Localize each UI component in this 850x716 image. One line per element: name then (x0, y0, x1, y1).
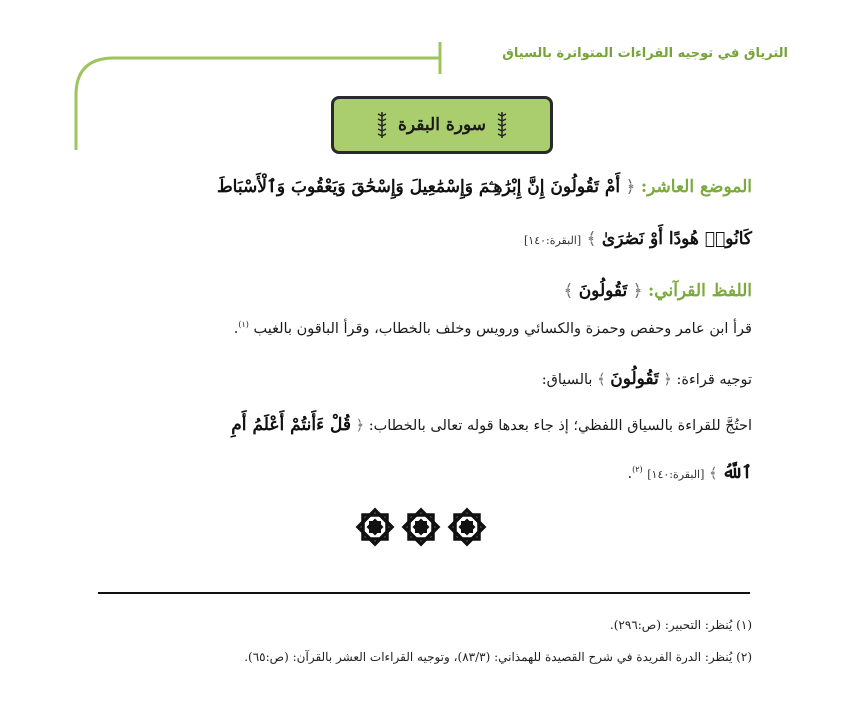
ornamental-sprig-icon (496, 110, 508, 140)
argument-reference: [البقرة:١٤٠] (647, 468, 705, 481)
octagram-star-icon (354, 506, 396, 548)
verse-line-1 (217, 176, 752, 198)
word-open-bracket: ﴿ (632, 281, 643, 301)
verse-text-part2: كَانُوا۟ هُودًا أَوْ نَصَٰرَىٰ (601, 229, 752, 249)
quranic-word-label: اللفظ القرآني: (648, 281, 752, 301)
tawjih-open-bracket: ﴿ (663, 372, 672, 388)
readings-end: . (233, 321, 239, 337)
footnote-1: (١) يُنظر: التحبير: (ص:٢٩٦). (609, 618, 752, 632)
octagram-star-icon (400, 506, 442, 548)
argument-text: احتُجَّ للقراءة بالسياق اللفظي؛ إذ جاء بعدها قوله تعالى بالخطاب: (368, 418, 752, 434)
footnote-separator (98, 592, 750, 594)
verse-open-bracket: ﴿ (625, 177, 636, 197)
octagram-star-icon (446, 506, 488, 548)
argument-close-bracket: ﴾ (709, 466, 718, 482)
argument-line-2 (627, 462, 752, 484)
footnote-2: (٢) يُنظر: الدرة الفريدة في شرح القصيدة للهمذاني: (٨٣/٣)، وتوجيه القراءات العشر بالقرآن: (ص:٦٥). (244, 650, 752, 664)
tawjih-line (542, 368, 752, 390)
quranic-word: تَقُولُونَ (578, 281, 628, 301)
argument-verse-part2: ٱللَّهُ (722, 463, 752, 483)
argument-verse-part1: قُلْ ءَأَنتُمْ أَعْلَمُ أَمِ (231, 415, 351, 435)
ornamental-sprig-icon (376, 110, 388, 140)
surah-title-box (331, 96, 553, 154)
quranic-word-line (563, 280, 752, 302)
verse-reference: [البقرة:١٤٠] (523, 234, 582, 247)
section-divider (354, 506, 488, 548)
verse-text-part1: أَمْ تَقُولُونَ إِنَّ إِبْرَٰهِـۧمَ وَإِسْمَٰعِيلَ وَإِسْحَٰقَ وَيَعْقُوبَ وَٱلْأَسْبَاطَ (216, 177, 621, 197)
argument-open-bracket: ﴿ (355, 418, 365, 434)
footnote-marker-2: (٢) (632, 465, 643, 475)
tawjih-word: تَقُولُونَ (610, 369, 659, 389)
surah-title: سورة البقرة (398, 115, 486, 135)
position-label: الموضع العاشر: (640, 177, 752, 197)
tawjih-prefix: توجيه قراءة: (676, 372, 752, 388)
tawjih-close-bracket: ﴾ (597, 372, 606, 388)
verse-line-2 (524, 228, 752, 250)
word-close-bracket: ﴾ (563, 281, 574, 301)
verse-close-bracket: ﴾ (586, 229, 597, 249)
running-title: الترياق في توجيه القراءات المتواترة بالسياق (502, 46, 788, 61)
readings-text: قرأ ابن عامر وحفص وحمزة والكسائي ورويس وخلف بالخطاب، وقرأ الباقون بالغيب (253, 321, 752, 337)
argument-line-1 (231, 414, 752, 436)
tawjih-suffix: بالسياق: (541, 372, 593, 388)
argument-end: . (627, 466, 633, 482)
readings-line (234, 320, 752, 339)
footnote-marker-1: (١) (238, 320, 249, 330)
